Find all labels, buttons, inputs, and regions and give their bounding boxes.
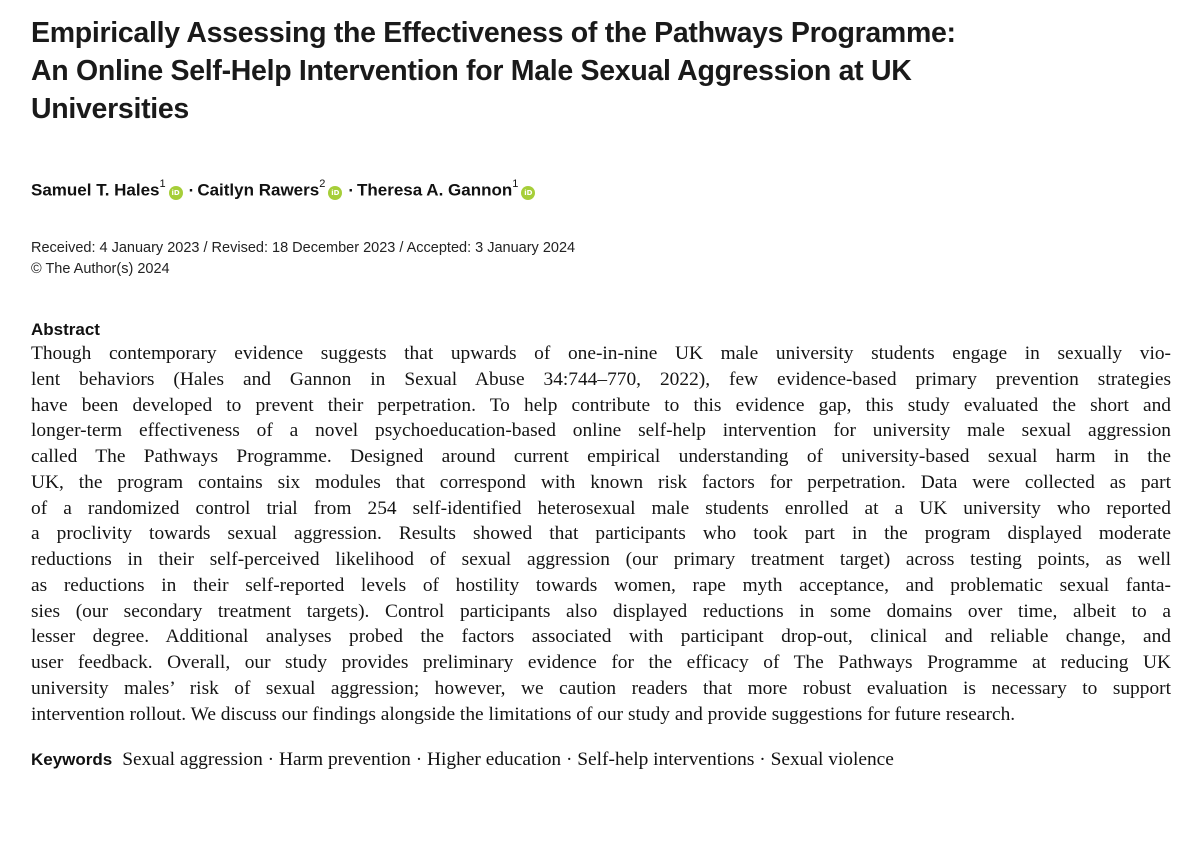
abstract-line: user feedback. Overall, our study provides preliminary evidence for the efficacy of The Pathways Programme at reducing UK	[31, 652, 1171, 673]
orcid-icon[interactable]: iD	[521, 186, 535, 200]
copyright-notice: © The Author(s) 2024	[31, 261, 170, 277]
author-affiliation: 2	[319, 178, 326, 190]
abstract-line: lent behaviors (Hales and Gannon in Sexual Abuse 34:744–770, 2022), few evidence-based primary prevention strategies	[31, 368, 1171, 390]
title-line: Empirically Assessing the Effectiveness of the Pathways Programme:	[31, 17, 956, 49]
abstract-line: intervention rollout. We discuss our findings alongside the limitations of our study and provide suggestions for future research.	[31, 703, 1016, 725]
history-dates: Received: 4 January 2023 / Revised: 18 December 2023 / Accepted: 3 January 2024	[31, 240, 576, 256]
keywords-label: Keywords	[31, 750, 113, 770]
paper-first-page	[31, 14, 1171, 774]
author-list	[31, 175, 1171, 200]
author-separator: ·	[188, 180, 195, 200]
keywords-list: Sexual aggression · Harm prevention · Higher education · Self-help interventions · Sexual violence	[122, 749, 894, 771]
orcid-icon[interactable]: iD	[169, 186, 183, 200]
abstract-line: longer-term effectiveness of a novel psychoeducation-based online self-help intervention for university male sexual aggression	[31, 420, 1171, 442]
abstract-line: Though contemporary evidence suggests that upwards of one-in-nine UK male university students engage in sexually vio-	[31, 343, 1171, 364]
abstract-line: UK, the program contains six modules that correspond with known risk factors for perpetration. Data were collected as part	[31, 471, 1171, 493]
author-name: Theresa A. Gannon	[357, 180, 513, 200]
keywords-section	[31, 747, 1171, 774]
author-affiliation: 1	[159, 178, 166, 190]
title-line: An Online Self-Help Intervention for Male Sexual Aggression at UK	[31, 55, 912, 87]
author-affiliation: 1	[512, 178, 519, 190]
title-line: Universities	[31, 93, 189, 125]
author-name: Caitlyn Rawers	[197, 180, 320, 200]
publication-dates	[31, 238, 1171, 280]
author-separator: ·	[348, 180, 354, 200]
abstract-heading: Abstract	[31, 320, 100, 339]
abstract-line: university males’ risk of sexual aggression; however, we caution readers that more robust evaluation is necessary to support	[31, 677, 1171, 699]
abstract-line: as reductions in their self-reported levels of hostility towards women, rape myth acceptance, and problematic sexual fanta-	[31, 574, 1171, 596]
abstract-line: lesser degree. Additional analyses probed the factors associated with participant drop-out, clinical and reliable change, and	[31, 626, 1171, 648]
paper-title	[31, 14, 1171, 128]
abstract-body	[31, 341, 1171, 727]
abstract-line: called The Pathways Programme. Designed around current empirical understanding of university-based sexual harm in the	[31, 446, 1171, 467]
orcid-icon[interactable]: iD	[328, 186, 342, 200]
abstract-line: a proclivity towards sexual aggression. Results showed that participants who took part in the program displayed moderate	[31, 523, 1171, 545]
abstract-line: have been developed to prevent their perpetration. To help contribute to this evidence gap, this study evaluated the short and	[31, 394, 1171, 416]
author-name: Samuel T. Hales	[31, 180, 160, 200]
abstract-line: sies (our secondary treatment targets). Control participants also displayed reductions in some domains over time, albeit to a	[31, 600, 1171, 622]
abstract-line: reductions in their self-perceived likelihood of sexual aggression (our primary treatment target) across testing points, as well	[31, 549, 1171, 570]
abstract-line: of a randomized control trial from 254 self-identified heterosexual male students enrolled at a UK university who reported	[31, 497, 1171, 519]
